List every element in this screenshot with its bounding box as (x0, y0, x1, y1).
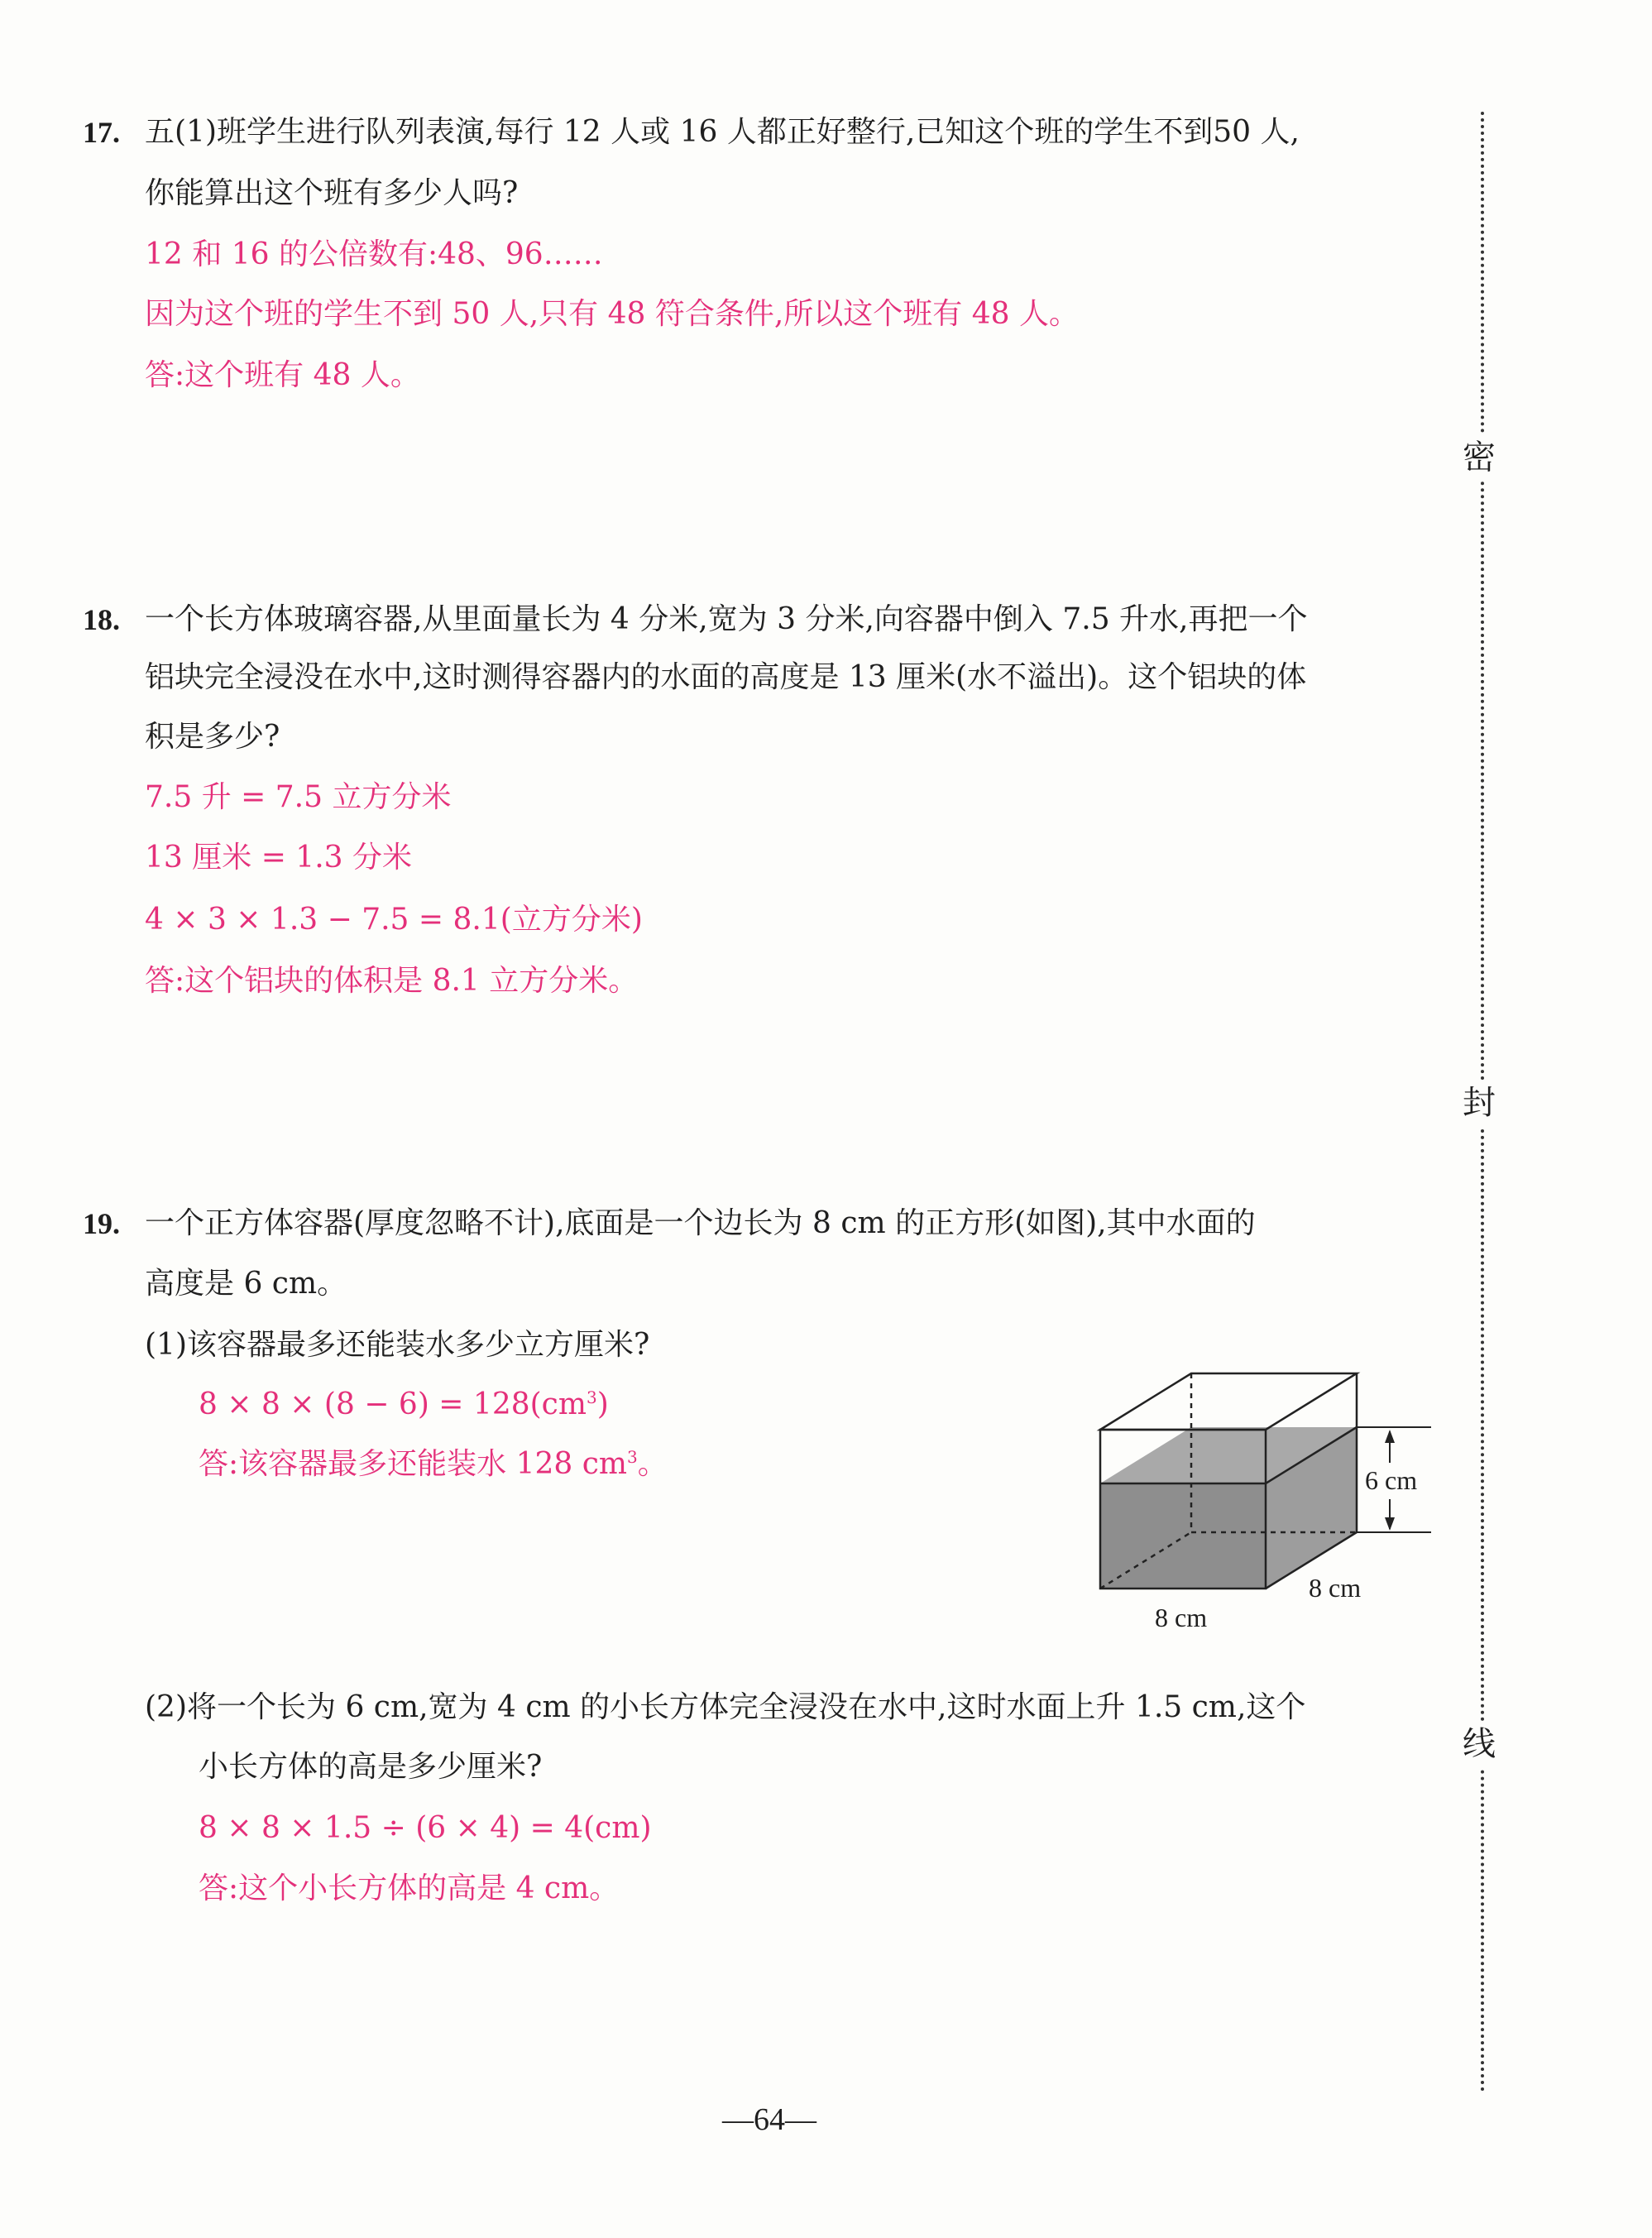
question-number: 19. (83, 1207, 120, 1240)
answer-final: 答:该容器最多还能装水 128 $cm^3$。 (199, 1447, 668, 1481)
answer-line: $8 \times 8 \times (8 - 6) = 128(cm^3)$ (199, 1387, 609, 1421)
question-text-line: 一个长方体玻璃容器,从里面量长为 4 分米,宽为 3 分米,向容器中倒入 7.5 升水,再把一个 (145, 602, 1308, 636)
cube-container-figure (1075, 1365, 1439, 1646)
answer-line: 因为这个班的学生不到 50 人,只有 48 符合条件,所以这个班有 48 人。 (145, 297, 1079, 331)
answer-final: 答:这个铝块的体积是 8.1 立方分米。 (145, 964, 639, 998)
answer-final: 答:这个班有 48 人。 (145, 358, 420, 392)
water-front-face (1100, 1483, 1266, 1589)
front-width-label: 8 cm (1155, 1603, 1208, 1632)
margin-mark-feng: 封 (1463, 1080, 1496, 1126)
answer-line: 7.5 升 = 7.5 立方分米 (145, 780, 452, 814)
question-number: 17. (83, 116, 120, 149)
question-text-line: 高度是 6 cm。 (145, 1267, 347, 1301)
answer-line: 13 厘米 = 1.3 分米 (145, 841, 412, 875)
subquestion-2: (2)将一个长为 6 cm,宽为 4 cm 的小长方体完全浸没在水中,这时水面上升 1.5 cm,这个 (145, 1690, 1306, 1724)
question-text-line: 小长方体的高是多少厘米? (199, 1750, 543, 1784)
answer-line: 4 × 3 × 1.3 − 7.5 = 8.1(立方分米) (145, 903, 643, 937)
margin-mark-mi: 密 (1463, 434, 1496, 481)
question-text-line: 积是多少? (145, 720, 280, 754)
side-depth-label: 8 cm (1309, 1573, 1362, 1603)
answer-line: 12 和 16 的公倍数有:48、96…… (145, 237, 603, 271)
margin-mark-xian: 线 (1463, 1721, 1496, 1767)
question-text-line: 你能算出这个班有多少人吗? (145, 176, 519, 210)
answer-final: 答:这个小长方体的高是 4 cm。 (199, 1871, 620, 1905)
question-number: 18. (83, 603, 120, 636)
question-text-line: 一个正方体容器(厚度忽略不计),底面是一个边长为 8 cm 的正方形(如图),其中水面的 (145, 1206, 1256, 1240)
question-text-line: 铝块完全浸没在水中,这时测得容器内的水面的高度是 13 厘米(水不溢出)。这个铝块的体 (145, 660, 1307, 694)
page-number: —64— (722, 2102, 816, 2137)
question-text-line: 五(1)班学生进行队列表演,每行 12 人或 16 人都正好整行,已知这个班的学生不到50 人, (145, 115, 1300, 149)
height-label: 6 cm (1365, 1465, 1418, 1495)
subquestion-1: (1)该容器最多还能装水多少立方厘米? (145, 1328, 650, 1362)
answer-line: 8 × 8 × 1.5 ÷ (6 × 4) = 4(cm) (199, 1811, 652, 1845)
